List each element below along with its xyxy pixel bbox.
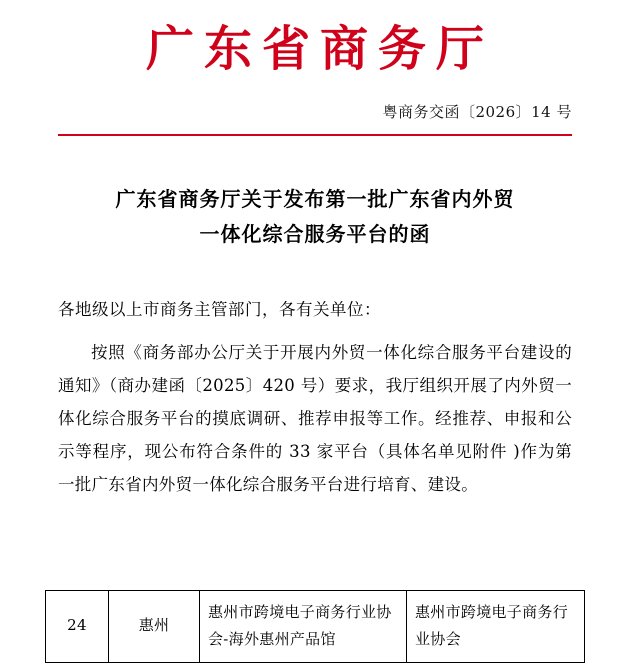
page-title-line-2: 一体化综合服务平台的函	[199, 222, 431, 247]
body-paragraph-1: 按照《商务部办公厅关于开展内外贸一体化综合服务平台建设的通知》（商办建函〔2025〕420 号）要求，我厅组织开展了内外贸一体化综合服务平台的摸底调研、推荐申报等工作。经推荐、申报和公示等程序，现公布符合条件的 33 家平台（具体名单见附件 )作为第一批广东省内外贸一体化综合服务平台进行培育、建设。	[58, 342, 572, 494]
red-divider-rule	[58, 134, 572, 136]
row-city: 惠州	[109, 590, 200, 663]
row-platform-name: 惠州市跨境电子商务行业协会-海外惠州产品馆	[200, 590, 407, 663]
platform-listing-table	[45, 590, 585, 663]
letterhead	[58, 0, 572, 77]
attachment-table-container	[45, 590, 585, 663]
table-row	[46, 590, 585, 663]
row-index: 24	[46, 590, 109, 663]
document-number: 粤商务交函〔2026〕14 号	[382, 103, 572, 122]
issuing-organization-title: 广东省商务厅	[145, 21, 494, 77]
salutation: 各地级以上市商务主管部门，各有关单位：	[58, 300, 381, 320]
row-organization-name: 惠州市跨境电子商务行业协会	[407, 590, 585, 663]
page-title	[58, 182, 572, 252]
page-title-line-1: 广东省商务厅关于发布第一批广东省内外贸	[115, 187, 515, 212]
